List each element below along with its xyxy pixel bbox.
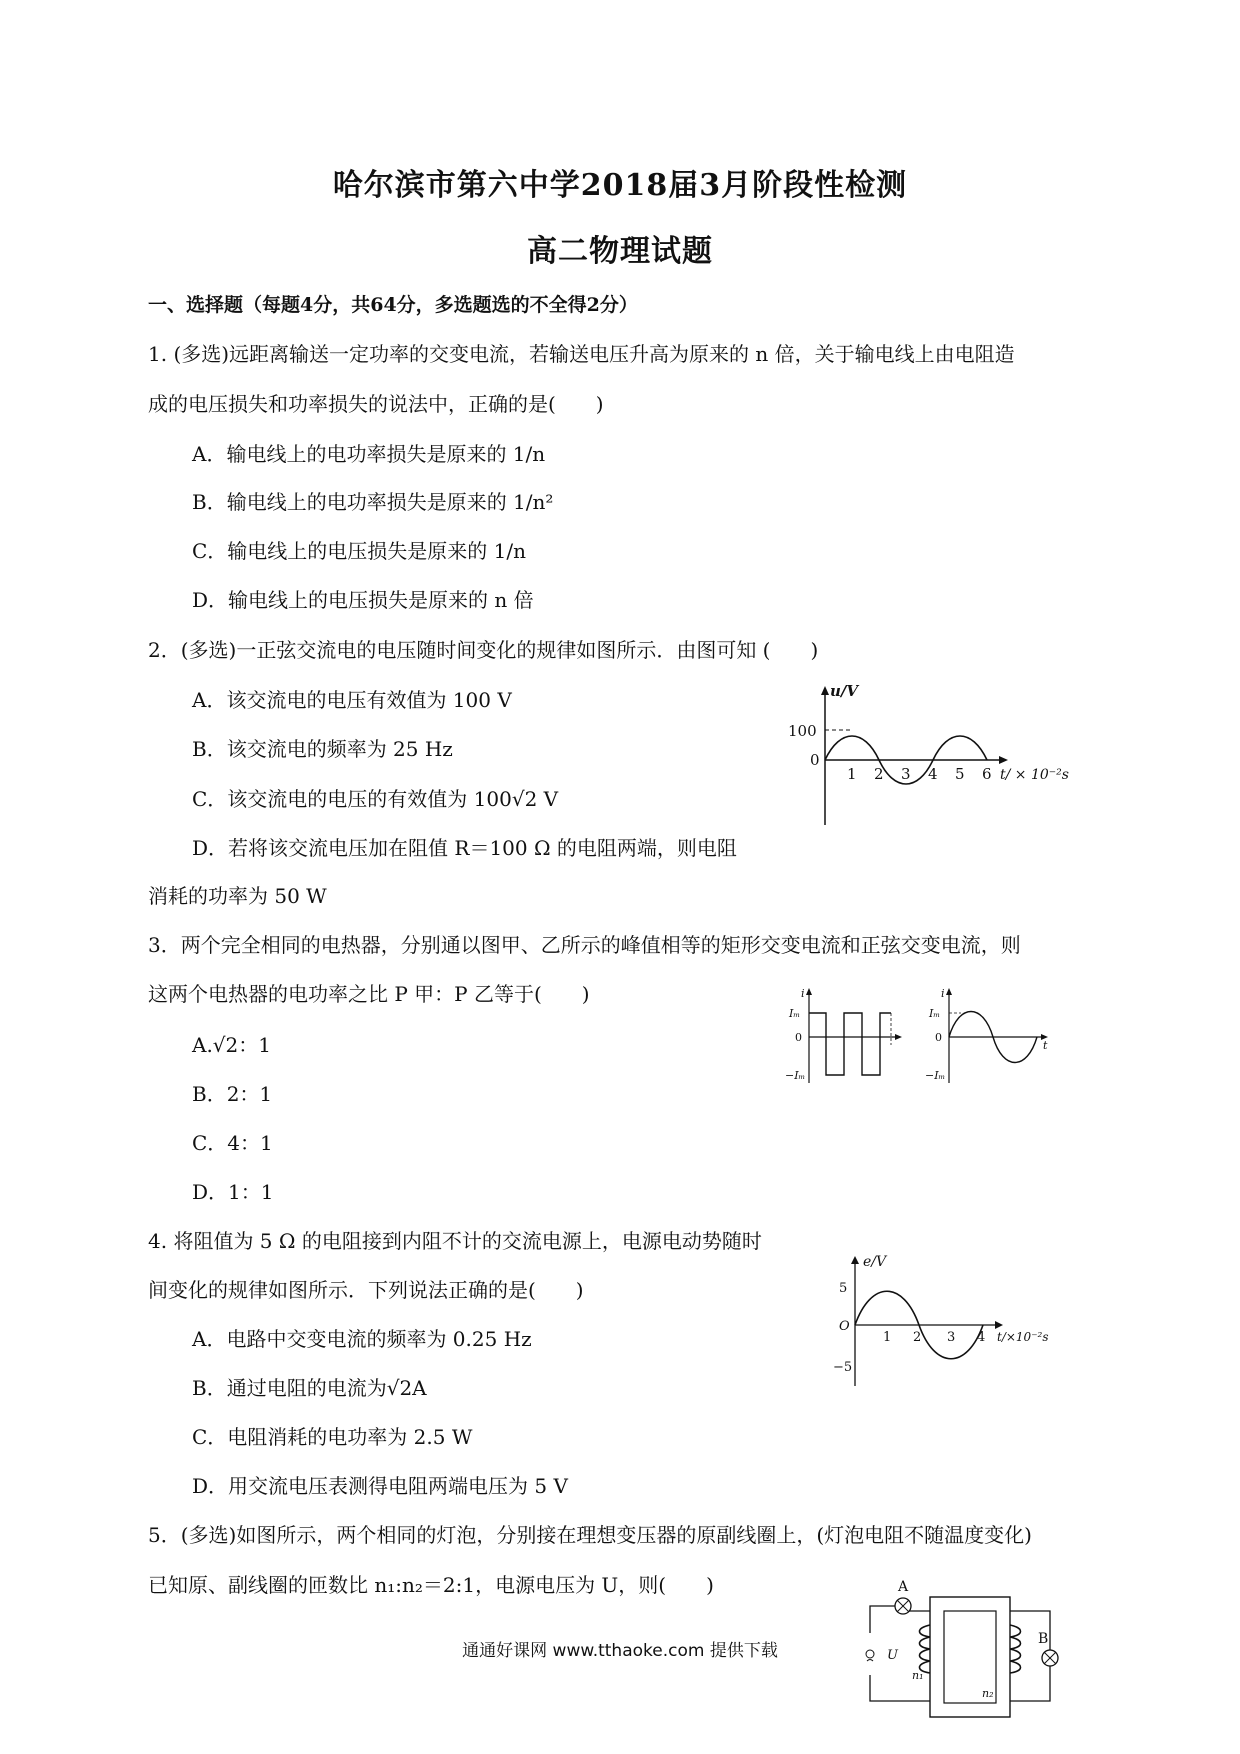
- q4-xtick-2: 2: [913, 1330, 922, 1345]
- q4-emf-graph: [825, 1250, 1065, 1390]
- q3a-zero: 0: [795, 1031, 802, 1044]
- q2-xtick-2: 2: [874, 765, 884, 783]
- q4-option-d: D．用交流电压表测得电阻两端电压为 5 V: [192, 1474, 568, 1498]
- q3-option-c: C．4：1: [192, 1131, 273, 1155]
- q1-stem-line1: 1. (多选)远距离输送一定功率的交变电流，若输送电压升高为原来的 n 倍，关于输电线上由电阻造: [148, 342, 1015, 366]
- q2-option-c: C．该交流电的电压的有效值为 100√2 V: [192, 787, 559, 811]
- q1-option-a: A．输电线上的电功率损失是原来的 1/n: [192, 442, 546, 466]
- q2-option-b: B．该交流电的频率为 25 Hz: [192, 737, 453, 761]
- q3-option-b: B．2：1: [192, 1082, 273, 1106]
- q2-ytick: 100: [788, 722, 817, 740]
- q2-origin: 0: [810, 751, 820, 769]
- section-heading: 一、选择题（每题4分，共64分，多选题选的不全得2分）: [148, 294, 638, 316]
- q3a-ylabel: i: [801, 987, 805, 1000]
- q4-stem-line1: 4. 将阻值为 5 Ω 的电阻接到内阻不计的交流电源上，电源电动势随时: [148, 1229, 762, 1253]
- exam-subtitle: 高二物理试题: [527, 234, 713, 269]
- q3-option-a: A.√2：1: [192, 1033, 271, 1057]
- q3-sine-wave-graph: [925, 985, 1055, 1085]
- footer-source: 通通好课网 www.tthaoke.com 提供下载: [462, 1641, 778, 1661]
- q5-stem-line1: 5．(多选)如图所示，两个相同的灯泡，分别接在理想变压器的原副线圈上，(灯泡电阻不随温度变化): [148, 1523, 1032, 1547]
- q4-xlabel: t/×10⁻²s: [997, 1330, 1049, 1344]
- q2-option-d-continuation: 消耗的功率为 50 W: [148, 884, 327, 908]
- q2-xtick-4: 4: [928, 765, 938, 783]
- q5-source-label: U: [887, 1648, 898, 1663]
- q4-xtick-3: 3: [947, 1330, 956, 1345]
- q4-option-c: C．电阻消耗的电功率为 2.5 W: [192, 1425, 473, 1449]
- exam-title: 哈尔滨市第六中学2018届3月阶段性检测: [332, 168, 908, 203]
- q3b-zero: 0: [935, 1031, 942, 1044]
- q5-n2-label: n₂: [982, 1687, 994, 1700]
- q3b-neg-im: −Iₘ: [925, 1069, 946, 1082]
- q4-xtick-4: 4: [977, 1330, 986, 1345]
- q2-ylabel: u/V: [830, 682, 859, 700]
- q1-stem-line2: 成的电压损失和功率损失的说法中，正确的是( ): [148, 392, 604, 416]
- q2-xtick-1: 1: [847, 765, 857, 783]
- q3-stem-line1: 3．两个完全相同的电热器，分别通以图甲、乙所示的峰值相等的矩形交变电流和正弦交变电流，则: [148, 933, 1021, 957]
- q2-xtick-3: 3: [901, 765, 911, 783]
- q4-origin: O: [839, 1319, 850, 1334]
- q4-ytop: 5: [839, 1281, 848, 1296]
- q2-stem: 2．(多选)一正弦交流电的电压随时间变化的规律如图所示．由图可知 ( ): [148, 638, 819, 662]
- q4-stem-line2: 间变化的规律如图所示．下列说法正确的是( ): [148, 1278, 584, 1302]
- q2-xtick-5: 5: [955, 765, 965, 783]
- q3b-im: Iₘ: [929, 1007, 941, 1020]
- q1-option-c: C．输电线上的电压损失是原来的 1/n: [192, 539, 527, 563]
- q4-option-a: A．电路中交变电流的频率为 0.25 Hz: [192, 1327, 532, 1351]
- q2-option-d: D．若将该交流电压加在阻值 R＝100 Ω 的电阻两端，则电阻: [192, 836, 737, 860]
- q3a-neg-im: −Iₘ: [785, 1069, 806, 1082]
- q4-option-b: B．通过电阻的电流为√2A: [192, 1376, 427, 1400]
- q5-lamp-a-label: A: [898, 1579, 909, 1595]
- q5-lamp-b-label: B: [1038, 1631, 1049, 1647]
- q2-voltage-graph: [780, 680, 1070, 830]
- q1-option-b: B．输电线上的电功率损失是原来的 1/n²: [192, 490, 554, 514]
- q1-option-d: D．输电线上的电压损失是原来的 n 倍: [192, 588, 534, 612]
- q3b-ylabel: i: [941, 987, 945, 1000]
- q3-stem-line2: 这两个电热器的电功率之比 P 甲：P 乙等于( ): [148, 982, 590, 1006]
- q5-stem-line2: 已知原、副线圈的匝数比 n₁:n₂＝2:1，电源电压为 U，则( ): [148, 1573, 714, 1597]
- q2-xlabel: t/ × 10⁻²s: [1000, 767, 1069, 783]
- q3-option-d: D．1：1: [192, 1180, 274, 1204]
- q4-ybottom: −5: [833, 1360, 853, 1375]
- q3-square-wave-graph: [785, 985, 905, 1085]
- q4-xtick-1: 1: [883, 1330, 892, 1345]
- q5-n1-label: n₁: [912, 1669, 924, 1682]
- q4-ylabel: e/V: [863, 1254, 887, 1270]
- q2-option-a: A．该交流电的电压有效值为 100 V: [192, 688, 512, 712]
- q3a-im: Iₘ: [789, 1007, 801, 1020]
- q3b-tlabel: t: [1043, 1039, 1048, 1052]
- q2-xtick-6: 6: [982, 765, 992, 783]
